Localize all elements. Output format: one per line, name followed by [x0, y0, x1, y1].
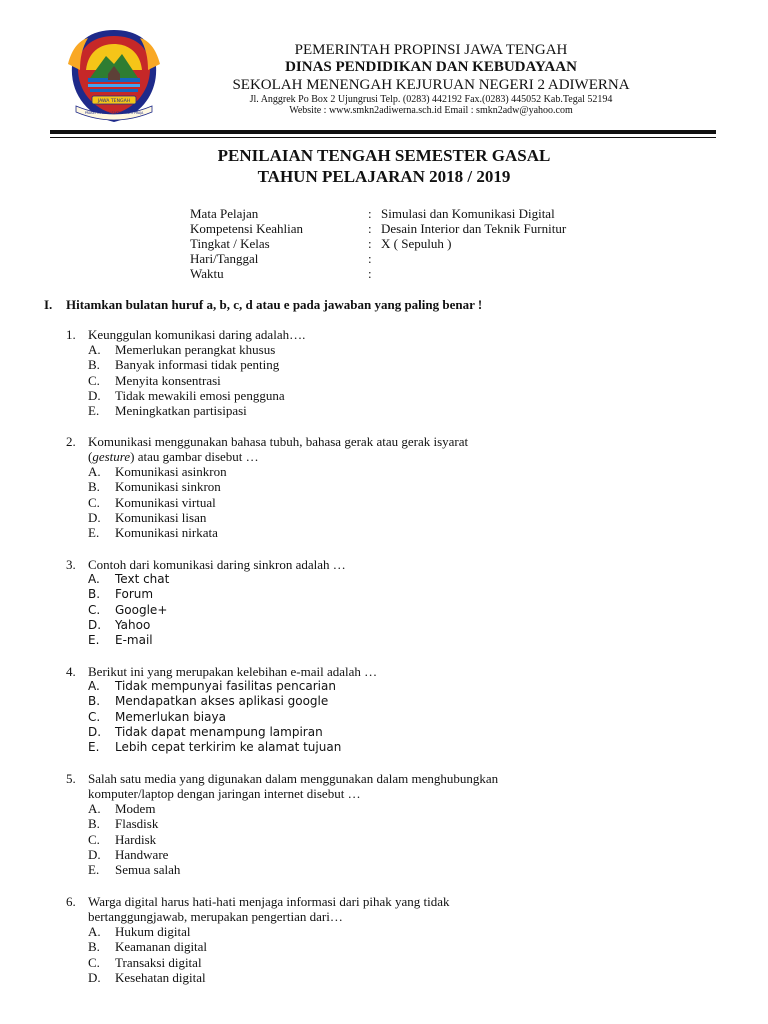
- question-text-cont: komputer/laptop dengan jaringan internet disebut …: [88, 786, 361, 801]
- exam-title: PENILAIAN TENGAH SEMESTER GASAL: [217, 146, 551, 165]
- answer-option[interactable]: [88, 939, 666, 954]
- info-row: [190, 236, 610, 251]
- option-text: Menyita konsentrasi: [115, 372, 221, 388]
- info-label: Waktu: [190, 266, 224, 281]
- info-label: Mata Pelajan: [190, 206, 259, 221]
- question-text: Keunggulan komunikasi daring adalah….: [88, 327, 306, 342]
- option-text: Modem: [115, 801, 156, 816]
- question-number: 4.: [66, 664, 76, 679]
- option-text: Semua salah: [115, 862, 181, 878]
- option-letter: D.: [88, 617, 102, 632]
- answer-option[interactable]: [88, 479, 666, 494]
- answer-option[interactable]: [88, 403, 666, 418]
- option-text: Flasdisk: [115, 816, 159, 832]
- answer-option[interactable]: [88, 603, 666, 618]
- question-text: Salah satu media yang digunakan dalam menggunakan dalam menghubungkan: [88, 771, 499, 786]
- question-number: 3.: [66, 557, 76, 572]
- option-letter: C.: [88, 372, 100, 388]
- option-text: Keamanan digital: [115, 939, 208, 955]
- option-text: Komunikasi sinkron: [115, 479, 221, 495]
- option-text: Hardisk: [115, 831, 157, 847]
- question-2: [66, 434, 666, 540]
- question-number: 2.: [66, 434, 76, 449]
- option-letter: A.: [88, 924, 101, 939]
- question-number: 1.: [66, 327, 76, 342]
- header-rule-thin: [50, 137, 716, 138]
- letterhead-department: DINAS PENDIDIKAN DAN KEBUDAYAAN: [285, 59, 577, 75]
- option-letter: C.: [88, 602, 101, 617]
- answer-option[interactable]: [88, 832, 666, 847]
- option-letter: B.: [88, 694, 101, 709]
- option-letter: D.: [88, 969, 101, 985]
- answer-option[interactable]: [88, 740, 666, 755]
- answer-option[interactable]: [88, 525, 666, 540]
- question-text-italic: gesture: [92, 449, 131, 464]
- answer-option[interactable]: [88, 357, 666, 372]
- question-text: Berikut ini yang merupakan kelebihan e-mail adalah …: [88, 664, 378, 679]
- option-letter: B.: [88, 939, 100, 955]
- question-text: Komunikasi menggunakan bahasa tubuh, bahasa gerak atau gerak isyarat: [88, 434, 469, 449]
- option-text: Google+: [115, 602, 168, 617]
- info-value: X ( Sepuluh ): [381, 236, 452, 251]
- option-letter: C.: [88, 831, 100, 847]
- info-row: [190, 251, 610, 266]
- info-value: Desain Interior dan Teknik Furnitur: [381, 221, 567, 236]
- answer-option[interactable]: [88, 510, 666, 525]
- answer-option[interactable]: [88, 970, 666, 985]
- info-colon: :: [368, 206, 372, 221]
- answer-option[interactable]: [88, 694, 666, 709]
- option-letter: B.: [88, 587, 101, 602]
- logo-ribbon-text: JAWA TENGAH: [97, 99, 131, 104]
- option-letter: D.: [88, 846, 101, 862]
- answer-option[interactable]: [88, 618, 666, 633]
- info-row: [190, 206, 610, 221]
- question-4: [66, 664, 666, 755]
- question-6: [66, 894, 666, 985]
- info-colon: :: [368, 251, 372, 266]
- answer-option[interactable]: [88, 801, 666, 816]
- answer-option[interactable]: [88, 495, 666, 510]
- question-1: [66, 327, 666, 418]
- option-letter: D.: [88, 509, 101, 525]
- answer-option[interactable]: [88, 342, 666, 357]
- option-text: Komunikasi virtual: [115, 494, 216, 510]
- letterhead: [176, 42, 686, 116]
- option-text: Tidak mempunyai fasilitas pencarian: [115, 679, 336, 693]
- option-text: Kesehatan digital: [115, 969, 206, 985]
- option-text: Handware: [115, 846, 169, 862]
- exam-year: TAHUN PELAJARAN 2018 / 2019: [257, 167, 511, 186]
- info-label: Kompetensi Keahlian: [190, 221, 303, 236]
- letterhead-school: SEKOLAH MENENGAH KEJURUAN NEGERI 2 ADIWERNA: [232, 77, 630, 93]
- option-letter: E.: [88, 740, 100, 755]
- answer-option[interactable]: [88, 388, 666, 403]
- answer-option[interactable]: [88, 924, 666, 939]
- info-label: Hari/Tanggal: [190, 251, 259, 266]
- option-letter: C.: [88, 709, 101, 724]
- exam-info: [190, 206, 610, 281]
- option-letter: D.: [88, 724, 102, 739]
- option-text: Memerlukan biaya: [115, 709, 226, 724]
- info-colon: :: [368, 236, 372, 251]
- option-text: Tidak mewakili emosi pengguna: [115, 387, 285, 403]
- option-letter: D.: [88, 387, 101, 403]
- option-letter: A.: [88, 342, 101, 357]
- info-colon: :: [368, 221, 372, 236]
- answer-option[interactable]: [88, 679, 666, 694]
- question-text: Contoh dari komunikasi daring sinkron adalah …: [88, 557, 346, 572]
- info-label: Tingkat / Kelas: [190, 236, 270, 251]
- option-text: Banyak informasi tidak penting: [115, 357, 280, 373]
- letterhead-government: PEMERINTAH PROPINSI JAWA TENGAH: [294, 42, 568, 58]
- option-text: Text chat: [115, 572, 170, 586]
- answer-option[interactable]: [88, 464, 666, 479]
- option-text: Tidak dapat menampung lampiran: [115, 724, 323, 739]
- question-text-cont: [88, 449, 666, 464]
- question-number: 6.: [66, 894, 76, 909]
- info-row: [190, 266, 610, 281]
- question-text-rest: ) atau gambar disebut …: [130, 449, 259, 464]
- answer-option[interactable]: [88, 725, 666, 740]
- jawa-tengah-logo: [66, 26, 162, 126]
- option-letter: B.: [88, 816, 100, 832]
- question-text-cont: bertanggungjawab, merupakan pengertian dari…: [88, 909, 343, 924]
- question-3: [66, 557, 666, 648]
- answer-option[interactable]: [88, 710, 666, 725]
- answer-option[interactable]: [88, 587, 666, 602]
- option-letter: A.: [88, 679, 100, 693]
- option-text: Komunikasi asinkron: [115, 464, 227, 479]
- option-letter: E.: [88, 403, 100, 419]
- option-letter: E.: [88, 633, 100, 648]
- header-rule-thick: [50, 130, 716, 134]
- info-value: Simulasi dan Komunikasi Digital: [381, 206, 555, 221]
- option-text: Transaksi digital: [115, 954, 202, 970]
- info-row: [190, 221, 610, 236]
- question-text-paren: (: [88, 449, 93, 464]
- section-instruction-text: Hitamkan bulatan huruf a, b, c, d atau e pada jawaban yang paling benar !: [66, 297, 483, 312]
- question-number: 5.: [66, 771, 76, 786]
- letterhead-contact: Website : www.smkn2adiwerna.sch.id Email : smkn2adw@yahoo.com: [289, 105, 573, 116]
- letterhead-address: Jl. Anggrek Po Box 2 Ujungrusi Telp. (0283) 442192 Fax.(0283) 445052 Kab.Tegal 52194: [249, 94, 613, 105]
- answer-option[interactable]: [88, 816, 666, 831]
- option-text: Komunikasi lisan: [115, 509, 207, 525]
- answer-option[interactable]: [88, 572, 666, 587]
- answer-option[interactable]: [88, 633, 666, 648]
- answer-option[interactable]: [88, 862, 666, 877]
- logo-motto-text: PRASETYA ULAH SAKTI BHAKTI PRAJA: [84, 111, 144, 115]
- option-letter: A.: [88, 572, 100, 586]
- answer-option[interactable]: [88, 847, 666, 862]
- option-text: Forum: [115, 587, 154, 602]
- option-text: Meningkatkan partisipasi: [115, 403, 247, 419]
- option-text: Hukum digital: [115, 924, 191, 939]
- answer-option[interactable]: [88, 955, 666, 970]
- option-text: E-mail: [115, 633, 153, 648]
- section-number: I.: [44, 297, 53, 312]
- option-text: Komunikasi nirkata: [115, 525, 218, 541]
- option-letter: A.: [88, 464, 101, 479]
- option-letter: C.: [88, 954, 100, 970]
- option-text: Yahoo: [115, 617, 151, 632]
- option-letter: E.: [88, 862, 100, 878]
- option-letter: B.: [88, 357, 100, 373]
- option-letter: C.: [88, 494, 100, 510]
- question-5: [66, 771, 666, 877]
- option-letter: A.: [88, 801, 101, 816]
- option-letter: B.: [88, 479, 100, 495]
- info-colon: :: [368, 266, 372, 281]
- answer-option[interactable]: [88, 373, 666, 388]
- question-text: Warga digital harus hati-hati menjaga informasi dari pihak yang tidak: [88, 894, 450, 909]
- option-letter: E.: [88, 525, 100, 541]
- option-text: Memerlukan perangkat khusus: [115, 342, 276, 357]
- option-text: Lebih cepat terkirim ke alamat tujuan: [115, 740, 342, 755]
- option-text: Mendapatkan akses aplikasi google: [115, 694, 329, 709]
